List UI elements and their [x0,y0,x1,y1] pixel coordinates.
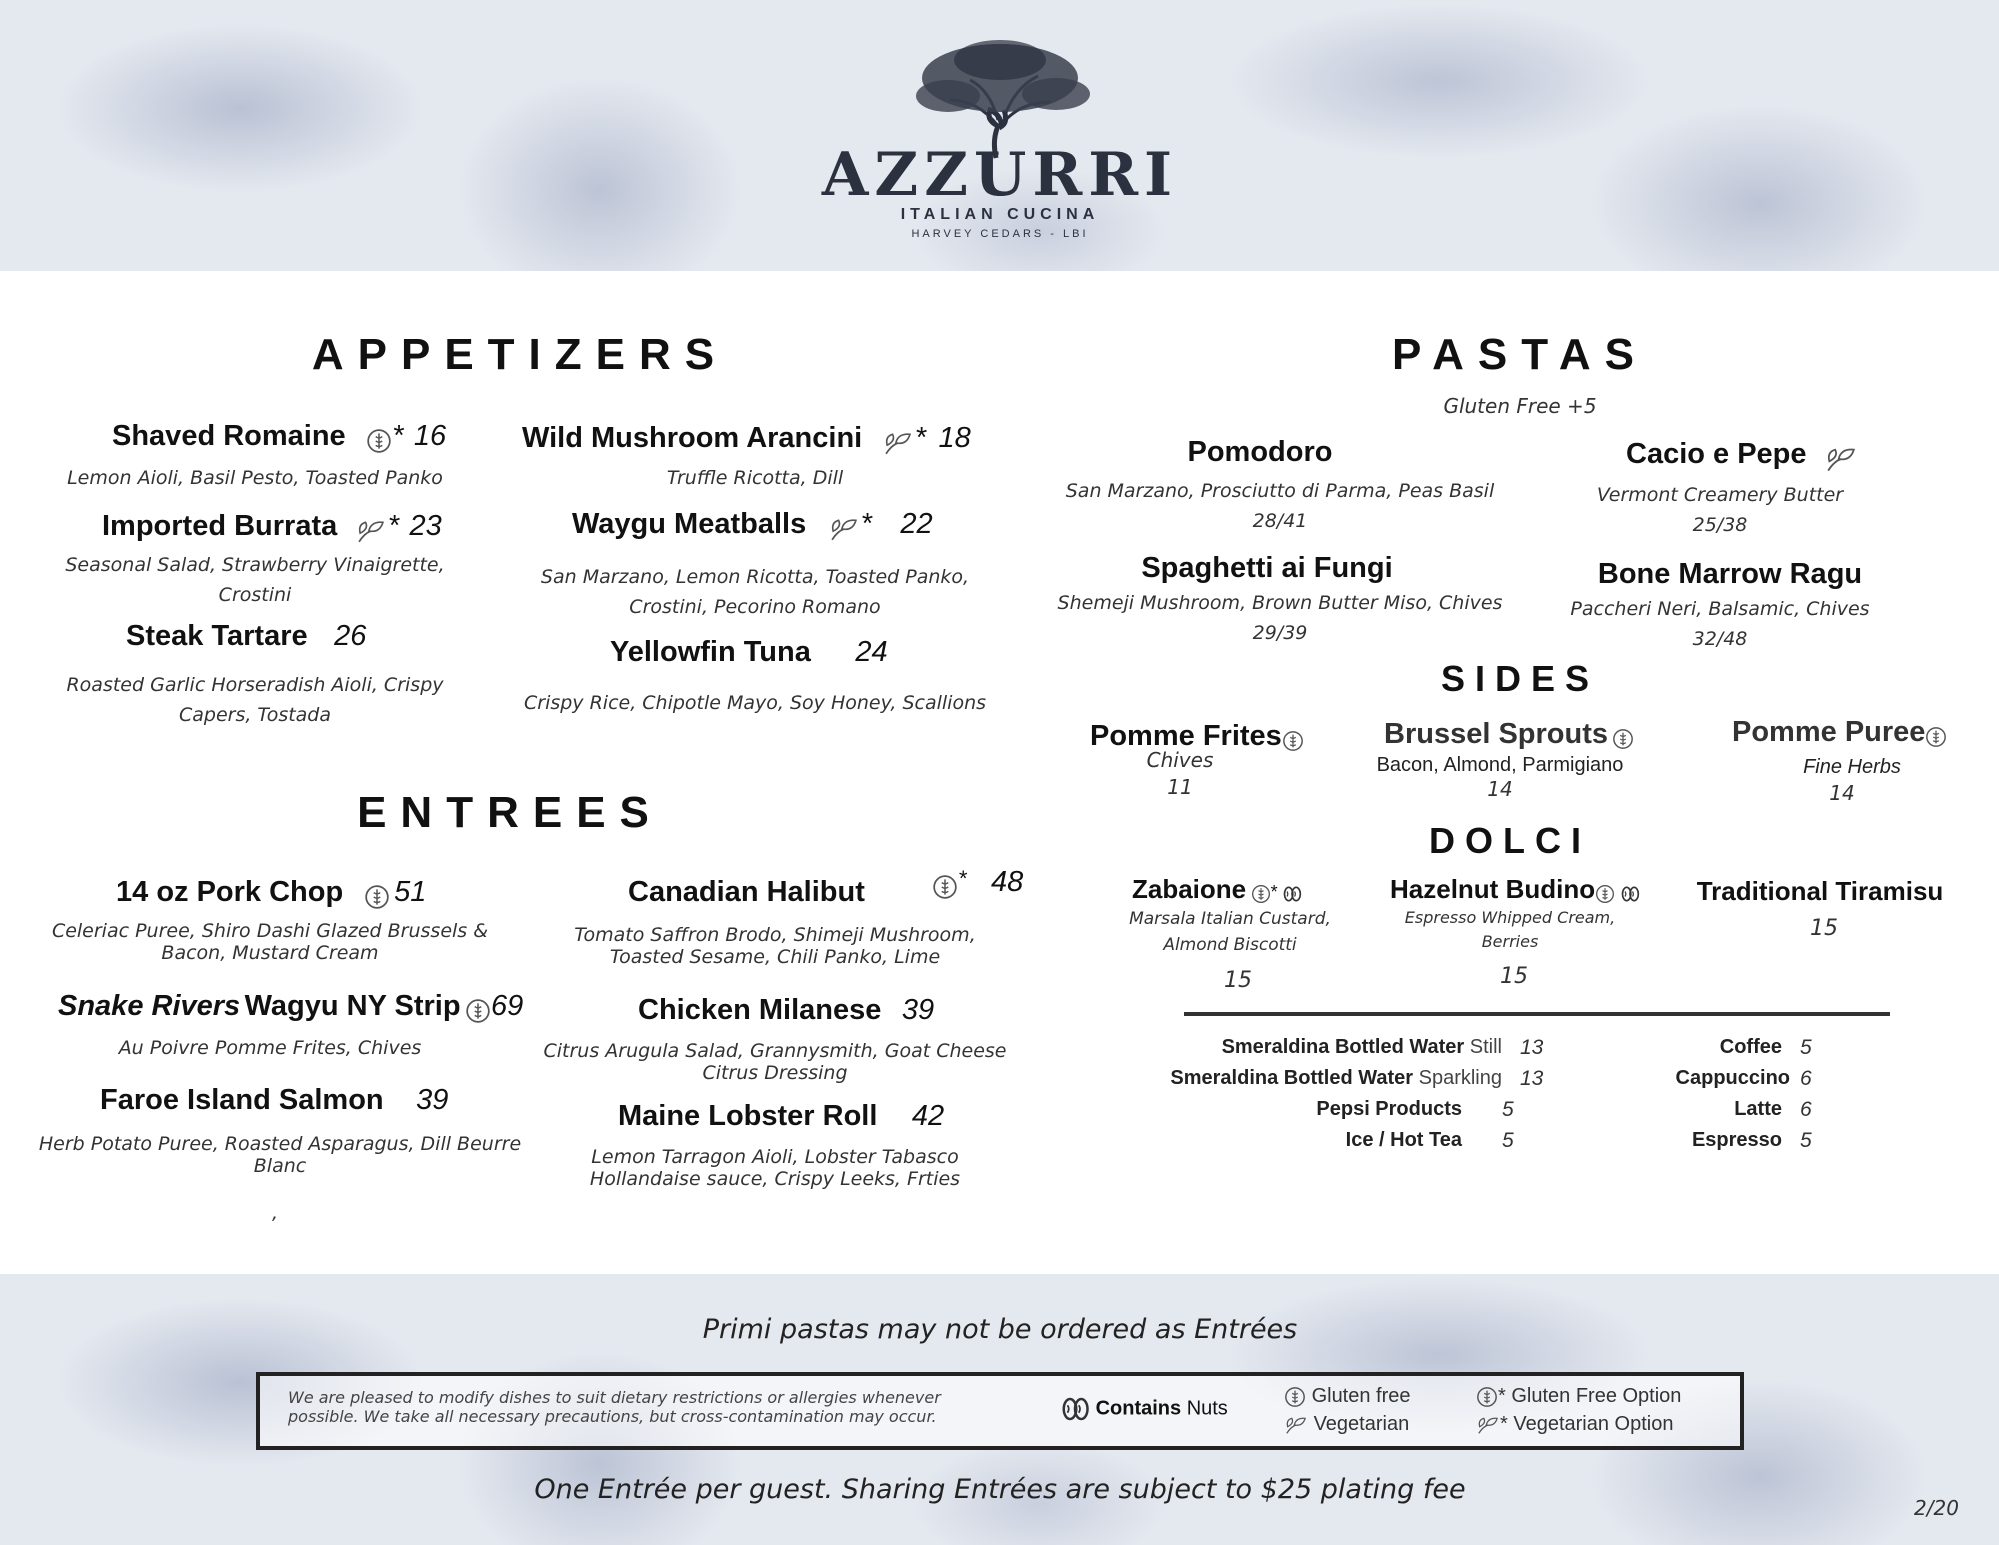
dessert-name: Traditional Tiramisu [1696,876,1944,906]
item-price: 24 [855,636,888,668]
description-line: Espresso Whipped Cream, [1404,908,1616,927]
menu-item [116,876,426,910]
drinks-left [1160,1032,1560,1156]
dessert-price: 15 [1500,964,1528,989]
gluten-free-icon [364,884,390,910]
description-line: Roasted Garlic Horseradish Aioli, Crispy [66,674,444,696]
gluten-free-icon [1282,730,1304,752]
pasta-description: Paccheri Neri, Balsamic, Chives [1570,598,1870,620]
item-price: 51 [394,876,427,908]
footer-banner [0,1274,1999,1545]
item-name: Wild Mushroom Arancini [522,422,863,454]
menu-item [618,1100,944,1133]
drink-name: Coffee [1719,1036,1782,1058]
legend-gluten-free: Gluten free [1311,1385,1411,1407]
vegetarian-icon [881,430,915,456]
drink-row [1640,1094,1840,1125]
brand-location: HARVEY CEDARS - LBI [911,228,1089,240]
dessert-name: Hazelnut Budino [1390,874,1596,904]
description-line: Capers, Tostada [178,704,332,726]
item-description [540,1040,1010,1084]
dessert-price: 15 [1224,968,1252,993]
gluten-free-icon [465,998,491,1024]
drink-row [1640,1032,1840,1063]
side-name: Pomme Puree [1732,716,1926,748]
brand-name: AZZURRI [821,140,1179,210]
item-name: Wagyu NY Strip [244,990,461,1022]
menu-item [1384,718,1634,751]
primi-note: Primi pastas may not be ordered as Entrées [702,1314,1298,1345]
drink-name: Cappuccino [1675,1067,1790,1089]
description-line: Almond Biscotti [1163,935,1297,955]
item-price: 48 [991,866,1024,898]
option-mark: * [1270,882,1278,902]
description-line: Seasonal Salad, Strawberry Vinaigrette, [65,554,445,576]
nut-icon [1060,1394,1090,1424]
menu-item [628,876,865,909]
legend-contains: Contains [1095,1397,1182,1420]
description-line: Toasted Sesame, Chili Panko, Lime [609,946,941,968]
drink-row [1640,1125,1840,1156]
sides-heading: SIDES [1440,658,1600,699]
drink-price: 5 [1800,1036,1812,1059]
drink-row [1160,1094,1560,1125]
side-price: 14 [1487,777,1513,801]
side-description: Fine Herbs [1803,756,1901,778]
drinks-right [1640,1032,1840,1156]
dessert-description [1110,906,1350,958]
pasta-description: Vermont Creamery Butter [1596,484,1844,506]
vegetarian-icon [1284,1415,1308,1435]
option-mark: * [860,508,872,540]
drink-name: Smeraldina Bottled Water [1170,1067,1414,1089]
menu-item [1390,874,1640,905]
description-line: Bacon, Mustard Cream [161,942,379,964]
item-name: Canadian Halibut [628,876,865,908]
gluten-free-icon [366,428,392,454]
item-description: Lemon Aioli, Basil Pesto, Toasted Panko [67,467,443,489]
menu-item [1132,874,1302,905]
sharing-note: One Entrée per guest. Sharing Entrées are subject to $25 plating fee [534,1474,1466,1505]
item-description: Truffle Ricotta, Dill [666,467,844,489]
disclaimer-line: We are pleased to modify dishes to suit dietary restrictions or allergies whenever [288,1388,941,1407]
item-price: 18 [938,422,971,454]
gluten-free-icon [1284,1386,1306,1408]
nut-icon [1282,884,1302,904]
gluten-free-icon [932,874,958,900]
menu-item [638,994,934,1027]
item-price: 22 [900,508,933,540]
nut-icon [1620,884,1640,904]
dessert-name: Zabaione [1132,874,1247,904]
item-name-prefix: Snake Rivers [58,990,241,1022]
drink-name: Pepsi Products [1316,1098,1462,1120]
vegetarian-icon [1476,1415,1500,1435]
drink-price: 5 [1502,1129,1514,1152]
vegetarian-icon [827,516,861,542]
description-line: Herb Potato Puree, Roasted Asparagus, Dill Beurre [38,1133,522,1155]
legend-veg-option: * Vegetarian Option [1500,1413,1674,1435]
option-mark: * [958,866,967,891]
item-name: Yellowfin Tuna [610,636,811,668]
item-name: Waygu Meatballs [572,508,807,540]
description-line: Tomato Saffron Brodo, Shimeji Mushroom, [574,924,976,946]
pasta-price: 28/41 [1252,510,1308,532]
drink-name: Smeraldina Bottled Water [1221,1036,1465,1058]
disclaimer-line: possible. We take all necessary precautions, but cross-contamination may occur. [288,1407,937,1426]
drink-row [1160,1125,1560,1156]
option-mark: * [914,422,926,454]
item-name: Chicken Milanese [638,994,882,1026]
side-description: Bacon, Almond, Parmigiano [1376,754,1624,776]
side-price: 14 [1829,781,1855,805]
pasta-price: 25/38 [1692,514,1748,536]
stray-mark: , [272,1202,279,1224]
drink-price: 6 [1800,1067,1812,1090]
option-mark: * [387,510,400,542]
legend-vegetarian: Vegetarian [1313,1413,1410,1435]
item-price: 42 [911,1100,945,1132]
item-description [40,550,470,610]
drink-price: 13 [1520,1067,1544,1090]
drink-price: 5 [1502,1098,1514,1121]
description-line: Crostini, Pecorino Romano [629,596,881,618]
drink-price: 6 [1800,1098,1812,1121]
drink-name: Ice / Hot Tea [1345,1129,1462,1151]
side-name: Brussel Sprouts [1384,718,1608,750]
item-name: Imported Burrata [102,510,338,542]
description-line: Crostini [218,584,292,606]
description-line: San Marzano, Lemon Ricotta, Toasted Panko, [540,566,970,588]
description-line: Lemon Tarragon Aioli, Lobster Tabasco [591,1146,959,1168]
vegetarian-icon [354,518,388,544]
appetizers-heading: APPETIZERS [311,330,729,379]
item-name: Steak Tartare [126,620,308,652]
dessert-description [1380,906,1640,954]
menu-item [100,1084,448,1117]
item-description [540,924,1010,968]
menu-item [58,990,523,1024]
side-description: Chives [1146,748,1214,772]
header-banner [0,0,1999,271]
item-price: 39 [901,994,935,1026]
gluten-free-icon [1595,884,1615,904]
item-badges [932,866,1023,900]
drink-variant: Still [1469,1036,1502,1058]
legend-options [1476,1382,1681,1438]
menu-item [1732,716,1947,749]
pasta-price: 29/39 [1252,622,1308,644]
item-name: 14 oz Pork Chop [116,876,344,908]
divider [1184,1012,1890,1016]
item-name: Faroe Island Salmon [100,1084,384,1116]
drink-name: Espresso [1691,1129,1782,1151]
gluten-free-icon [1476,1386,1498,1408]
dolci-heading: DOLCI [1429,820,1591,861]
description-line: Hollandaise sauce, Crispy Leeks, Frties [589,1168,961,1190]
menu-item [610,636,888,669]
gluten-free-note: Gluten Free +5 [1443,394,1597,418]
item-name: Shaved Romaine [112,420,346,452]
pasta-name: Pomodoro [1187,436,1333,468]
description-line: Marsala Italian Custard, [1129,909,1331,929]
legend-nuts-label: Nuts [1186,1397,1228,1420]
item-description: Au Poivre Pomme Frites, Chives [118,1037,422,1059]
legend-nuts [1060,1394,1228,1424]
side-price: 11 [1167,775,1193,799]
pasta-price: 32/48 [1692,628,1748,650]
drink-variant: Sparkling [1418,1067,1502,1089]
item-description [40,920,500,964]
legend-gf-option: * Gluten Free Option [1498,1385,1682,1407]
entrees-heading: ENTREES [357,788,663,837]
item-price: 23 [409,510,442,542]
drink-name: Latte [1734,1098,1782,1120]
disclaimer [288,1388,941,1426]
menu-item [126,620,366,653]
dietary-legend-box [256,1372,1744,1450]
dessert-price: 15 [1810,916,1838,941]
gluten-free-icon [1925,726,1947,748]
menu-item [102,510,442,544]
side-name: Pomme Frites [1090,720,1282,752]
item-description [530,562,980,622]
description-line: Citrus Dressing [702,1062,848,1084]
menu-item [1626,438,1859,473]
drink-price: 5 [1800,1129,1812,1152]
pasta-description: San Marzano, Prosciutto di Parma, Peas Basil [1065,480,1495,502]
pasta-name: Bone Marrow Ragu [1597,558,1863,590]
menu-item [522,422,971,456]
item-price: 16 [413,420,447,452]
pasta-description: Shemeji Mushroom, Brown Butter Miso, Chives [1057,592,1503,614]
brand-tagline: ITALIAN CUCINA [900,206,1100,223]
drink-row [1640,1063,1840,1094]
drink-row [1160,1032,1560,1063]
drink-price: 13 [1520,1036,1544,1059]
item-price: 26 [334,620,367,652]
description-line: Blanc [253,1155,307,1177]
item-name: Maine Lobster Roll [618,1100,878,1132]
description-line: Berries [1481,932,1539,951]
pasta-name: Cacio e Pepe [1626,438,1807,470]
item-description [540,1146,1010,1190]
gluten-free-icon [1251,884,1271,904]
description-line: Celeriac Puree, Shiro Dashi Glazed Brussels & [51,920,489,942]
item-price: 39 [416,1084,449,1116]
menu-item [112,420,446,454]
item-description: Crispy Rice, Chipotle Mayo, Soy Honey, Scallions [523,692,987,714]
item-description [30,1133,530,1177]
gluten-free-icon [1612,728,1634,750]
description-line: Citrus Arugula Salad, Grannysmith, Goat Cheese [543,1040,1007,1062]
item-price: 69 [491,990,524,1022]
menu-item [572,508,933,542]
page-number: 2/20 [1914,1496,1959,1520]
legend-diet [1284,1382,1411,1438]
pasta-name: Spaghetti ai Fungi [1141,552,1393,584]
vegetarian-icon [1823,445,1859,473]
item-description [40,670,470,730]
option-mark: * [392,420,404,452]
pastas-heading: PASTAS [1392,330,1648,379]
drink-row [1160,1063,1560,1094]
